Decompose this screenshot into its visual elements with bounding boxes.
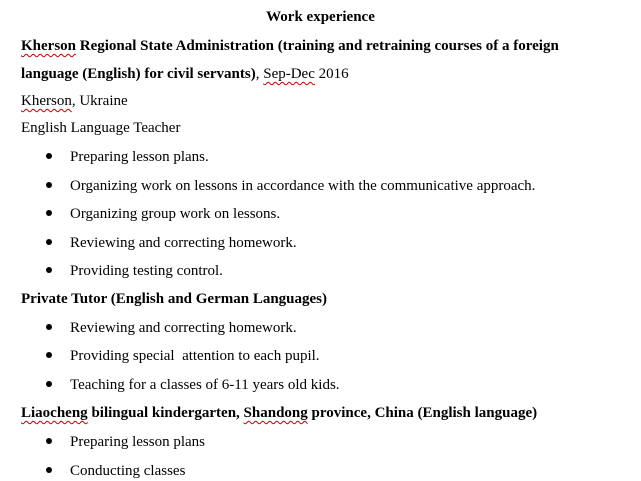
- bullet-icon: [46, 467, 52, 473]
- section-title: Work experience: [266, 9, 375, 25]
- list-item: [0, 375, 641, 395]
- bullet-icon: [46, 182, 52, 188]
- bullet-icon: [46, 239, 52, 245]
- job3-heading-lead: Liaocheng: [21, 405, 88, 421]
- list-item: [0, 261, 641, 281]
- bullet-icon: [46, 438, 52, 444]
- job1-employer-lead: Kherson: [21, 38, 77, 54]
- list-item: [0, 204, 641, 224]
- job1-location: [21, 91, 128, 111]
- bullet-icon: [46, 352, 52, 358]
- list-item: [0, 233, 641, 253]
- list-item-text: Conducting classes: [70, 463, 186, 479]
- job1-date: Sep-Dec: [263, 66, 315, 82]
- list-item: [0, 176, 641, 196]
- list-item: [0, 318, 641, 338]
- list-item-text: Providing testing control.: [70, 263, 223, 279]
- bullet-icon: [46, 267, 52, 273]
- job1-employer-line1-rest: Regional State Administration (training and retraining courses of a foreign: [76, 38, 559, 54]
- list-item-text: Reviewing and correcting homework.: [70, 235, 297, 251]
- job3-heading-rest: province, China (English language): [307, 405, 538, 421]
- job1-date-year: 2016: [314, 66, 349, 82]
- bullet-icon: [46, 210, 52, 216]
- list-item-text: Organizing work on lessons in accordance with the communicative approach.: [70, 178, 536, 194]
- list-item-text: Preparing lesson plans: [70, 434, 205, 450]
- job1-location-country: , Ukraine: [71, 93, 128, 109]
- list-item-text: Teaching for a classes of 6-11 years old kids.: [70, 377, 340, 393]
- job1-employer-line2-text: language (English) for civil servants): [21, 66, 256, 82]
- list-item-text: Providing special attention to each pupil.: [70, 348, 320, 364]
- list-item: [0, 346, 641, 366]
- bullet-icon: [46, 324, 52, 330]
- job1-location-city: Kherson: [21, 93, 72, 109]
- list-item-text: Preparing lesson plans.: [70, 149, 209, 165]
- job2-heading: Private Tutor (English and German Languages): [21, 291, 328, 307]
- job3-heading: [21, 403, 537, 423]
- bullet-icon: [46, 381, 52, 387]
- job1-role: English Language Teacher: [21, 120, 181, 136]
- list-item: [0, 147, 641, 167]
- job1-employer-line2: [21, 64, 349, 84]
- job1-date-separator: ,: [255, 66, 264, 82]
- list-item-text: Organizing group work on lessons.: [70, 206, 281, 222]
- list-item: [0, 432, 641, 452]
- job3-heading-mid: bilingual kindergarten,: [87, 405, 244, 421]
- list-item: [0, 461, 641, 481]
- job3-heading-province: Shandong: [243, 405, 308, 421]
- list-item-text: Reviewing and correcting homework.: [70, 320, 297, 336]
- job1-employer-line1: [21, 36, 559, 56]
- bullet-icon: [46, 153, 52, 159]
